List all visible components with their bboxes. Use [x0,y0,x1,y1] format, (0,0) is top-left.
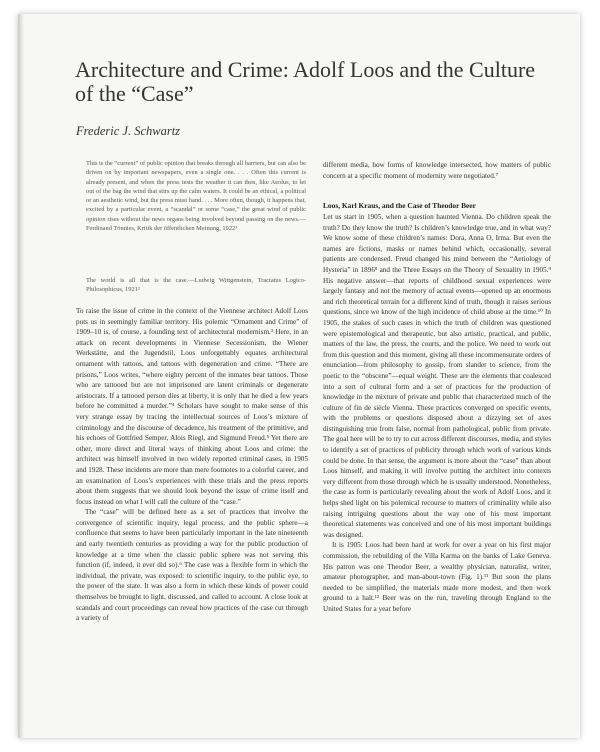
body-paragraph: The “case” will be defined here as a set of practices that involve the convergence of scientific inquiry, legal process, and the public sphere—a confluence that seems to have been particularly important in the late nineteenth and early twentieth centuries as providing a way for the public production of knowledge at a time when the classic public sphere was not serving this function (if, indeed, it ever did so).⁶ The case was a flexible form in which the individual, the private, was exposed: to scientific inquiry, to the public eye, to the power of the state. It was also a form in which these kinds of power could themselves be brought to light, discussed, and called to account. A close look at scandals and court proceedings can reveal how practices of the case cut through a variety of [76,508,308,623]
right-column-top [323,160,551,181]
article-title: Architecture and Crime: Adolf Loos and the Culture of the “Case” [75,57,536,106]
body-paragraph: Let us start in 1905, when a question haunted Vienna. Do children speak the truth? Do they know the truth? Is children’s knowledge true, and in what way? We know some of these children’s names: Dora, Anna O, Irma. But even the names are fictions, masks or names behind which, occasionally, several patients are condensed. Freud changed his mind between the “Aetiology of Hysteria” in 1896⁸ and the Three Essays on the Theory of Sexuality in 1905.⁹ His negative answer—that reports of childhood sexual experiences were largely fantasy and not the memory of actual events—opened up an enormous and rich theoretical terrain for a different kind of truth, though it raises serious questions, since we know of the high incidence of child abuse at the time.¹⁰ In 1905, the stakes of such cases in which the truth of children was questioned were epistemological and therapeutic, but also artistic, practical, and public, matters of the law, the press, the courts, and the police. We need to work out from this question and this moment, giving all these incommensurate orders of enunciation—from philosophy to gossip, from slander to science, from the poetic to the “obscene”—equal weight. These are the elements that coalesced into a sort of cultural form and a set of practices for the production of knowledge in the mixture of private and public that characterized much of the culture of fin de siècle Vienna. These practices converged on specific events, with the problems or questions disposed about a dizzying set of axes distinguishing true from false, normal from pathological, public from private. The goal here will be to try to cut across different discourses, media, and styles to identify a set of practices of publicity through which work of various kinds could be done. In that sense, the argument is more about the “case” than about Loos himself, and making it will involve putting the architect into contexts very different from those through which he is usually understood. Nonetheless, the case as form is particularly revealing about the work of Adolf Loos, and it helps shed light on his polemical recourse to matters of criminality while also raising intriguing questions about the way one of his most important theoretical statements was conceived and one of his most important buildings was designed. [323,213,551,539]
body-paragraph: It is 1905: Loos had been hard at work for over a year on his first major commission, the rebuilding of the Villa Karma on the banks of Lake Geneva. His patron was one Theodor Beer, a wealthy physician, naturalist, writer, amateur photographer, and man-about-town (Fig. 1).¹¹ But soon the plans needed to be simplified, the materials made more modest, and then work ground to a halt.¹² Beer was on the run, traveling through England to the United States for a year before [323,541,551,613]
paper-page [18,14,580,738]
epigraph-wittgenstein: The world is all that is the case.—Ludwig Wittgenstein, Tractatus Logico-Philosophicus, 1921² [86,277,306,294]
left-column [76,306,308,624]
author-name: Frederic J. Schwartz [76,124,181,138]
body-paragraph: different media, how forms of knowledge intersected, how matters of public concern at a specific moment of modernity were negotiated.⁷ [323,161,551,180]
epigraph-tonnies: This is the “current” of public opinion that breaks through all barriers, but can also be driven on by important newspapers, even a single one. . . . Often this current is already present, and when the press tests the weather it can then, like Aeolus, to let out of the bag the wind that stirs up the calm waters. It could be an ethical, a political or an aesthetic wind, but the press must hand. . . . More often, though, it happens that, excited by a particular event, a “scandal” or some “case,” the great wind of public opinion rises without the news organs being involved beyond passing on the news.—Ferdinand Tönnies, Kritik der öffentlichen Meinung, 1922¹ [86,160,306,233]
right-column [323,212,551,615]
body-paragraph: To raise the issue of crime in the context of the Viennese architect Adolf Loos puts us in seemingly familiar territory. His polemic “Ornament and Crime” of 1909–10 is, of course, a founding text of architectural modernism.³ Here, in an attack on recent developments in Viennese Secessionism, the Wiener Werkstätte, and the Jugendstil, Loos unforgettably equates architectural ornament with tattoos, and tattoos with degeneration and crime. “There are prisons,” Loos writes, “where eighty percent of the inmates bear tattoos. Those who are tattooed but are not imprisoned are latent criminals or degenerate aristocrats. If a tattooed person dies at liberty, it is only that he died a few years before he committed a murder.”⁴ Scholars have sought to make sense of this very strange essay by tracing the intellectual sources of Loos’s mixture of criminology and the discourse of decadence, his treatment of the primitive, and his echoes of Gottfried Semper, Alois Riegl, and Sigmund Freud.⁵ Yet there are other, more direct and literal ways of thinking about Loos and crime: the architect was himself involved in two widely reported criminal cases, in 1905 and 1928. These incidents are more than mere footnotes to a colorful career, and an examination of Loos’s experiences with these trials and the press reports about them suggests that we should look beyond the issue of crime itself and focus instead on what I will call the culture of the “case.” [76,307,308,506]
section-heading: Loos, Karl Kraus, and the Case of Theodor Beer [323,201,476,210]
